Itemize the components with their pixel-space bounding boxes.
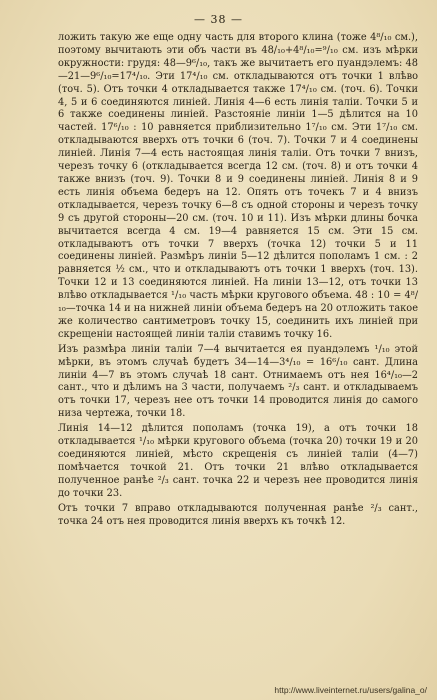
page-body-text xyxy=(58,32,418,528)
source-watermark: http://www.liveinternet.ru/users/galina_o/ xyxy=(274,685,427,695)
paragraph: ложить такую же еще одну часть для второго клина (тоже 4⁸/₁₀ см.), поэтому вычитають эти объ части въ 48/₁₀+4⁸/₁₀=⁹/₁₀ см. изъ мѣрки окружности: грудя: 48—9⁶/₁₀, такъ же вычитаетъ его пуандэлемъ: 48—21—9⁶/₁₀=17⁴/₁₀. Эти 17⁴/₁₀ см. откладываются отъ точки 1 влѣво (точ. 5). Отъ точки 4 откладывается также 17⁴/₁₀ см. (точ. 6). Точки 4, 5 и 6 соединяются линіей. Линія 4—6 есть линія таліи. Точки 5 и 6 также соединены линіей. Разстояніе линіи 1—5 дѣлится на 10 частей. 17⁶/₁₀ : 10 равняется приблизительно 1⁷/₁₀ см. Эти 1⁷/₁₀ см. откладываются вверхъ отъ точки 6 (точ. 7). Точки 7 и 4 соединены линіей. Линія 7—4 есть настоящая линія таліи. Отъ точки 7 внизъ, черезъ точку 6 (откладывается всегда 12 см. (точ. 8) и отъ точки 4 также внизъ (точ. 9). Точки 8 и 9 соединены линіей. Линія 8 и 9 есть линія объема бедеръ на 12. Опять отъ точекъ 7 и 4 внизъ откладывается, черезъ точку 6—8 съ одной стороны и черезъ точку 9 съ другой стороны—20 см. (точ. 10 и 11). Изъ мѣрки длины бочка вычитается всегда 4 см. 19—4 равняется 15 см. Эти 15 см. откладываютъ отъ точки 7 вверхъ (точка 12) точки 5 и 11 соединены линіей. Размѣръ линіи 5—12 дѣлится пополамъ 1 см. : 2 равняется ½ см., что и откладываютъ отъ точки 1 вверхъ (точ. 13). Точки 12 и 13 соединяются линіей. На линіи 13—12, отъ точки 13 влѣво откладывается ¹/₁₀ часть мѣрки кругового объема. 48 : 10 = 4⁸/₁₀—точка 14 и на нижней линіи объема бедеръ на 20 отложить такое же количество сантиметровъ точку 15, соединить ихъ линіей при скрещеніи настоящей линіи таліи ставимъ точку 16. xyxy=(58,32,418,340)
paragraph: Линія 14—12 дѣлится пополамъ (точка 19), а отъ точки 18 откладывается ¹/₁₀ мѣрки кругового объема (точка 20) точки 19 и 20 соединяются линіей, мѣсто скрещенія съ линіей таліи (4—7) помѣчается точкой 21. Отъ точки 21 влѣво откладывается полученное ранѣе ²/₃ сант. точка 22 и черезъ нее проводится линія до точки 23. xyxy=(58,423,418,499)
page-number: — 38 — xyxy=(194,13,243,26)
paragraph: Отъ точки 7 вправо откладываются полученная ранѣе ²/₃ сант., точка 24 отъ нея проводится линія вверхъ къ точкѣ 12. xyxy=(58,502,418,527)
paragraph: Изъ размѣра линіи таліи 7—4 вычитается ея пуандэлемъ ¹/₁₀ этой мѣрки, въ этомъ случаѣ будетъ 34—14—3⁴/₁₀ = 16⁶/₁₀ сант. Длина линіи 4—7 въ этомъ случаѣ 18 сант. Отнимаемъ отъ нея 16⁴/₁₀—2 сант., что и дѣлимъ на 3 части, получаемъ ²/₃ сант. и откладываемъ отъ точки 17, черезъ нее отъ точки 14 проводится линія до самого низа чертежа, точки 18. xyxy=(58,343,418,420)
